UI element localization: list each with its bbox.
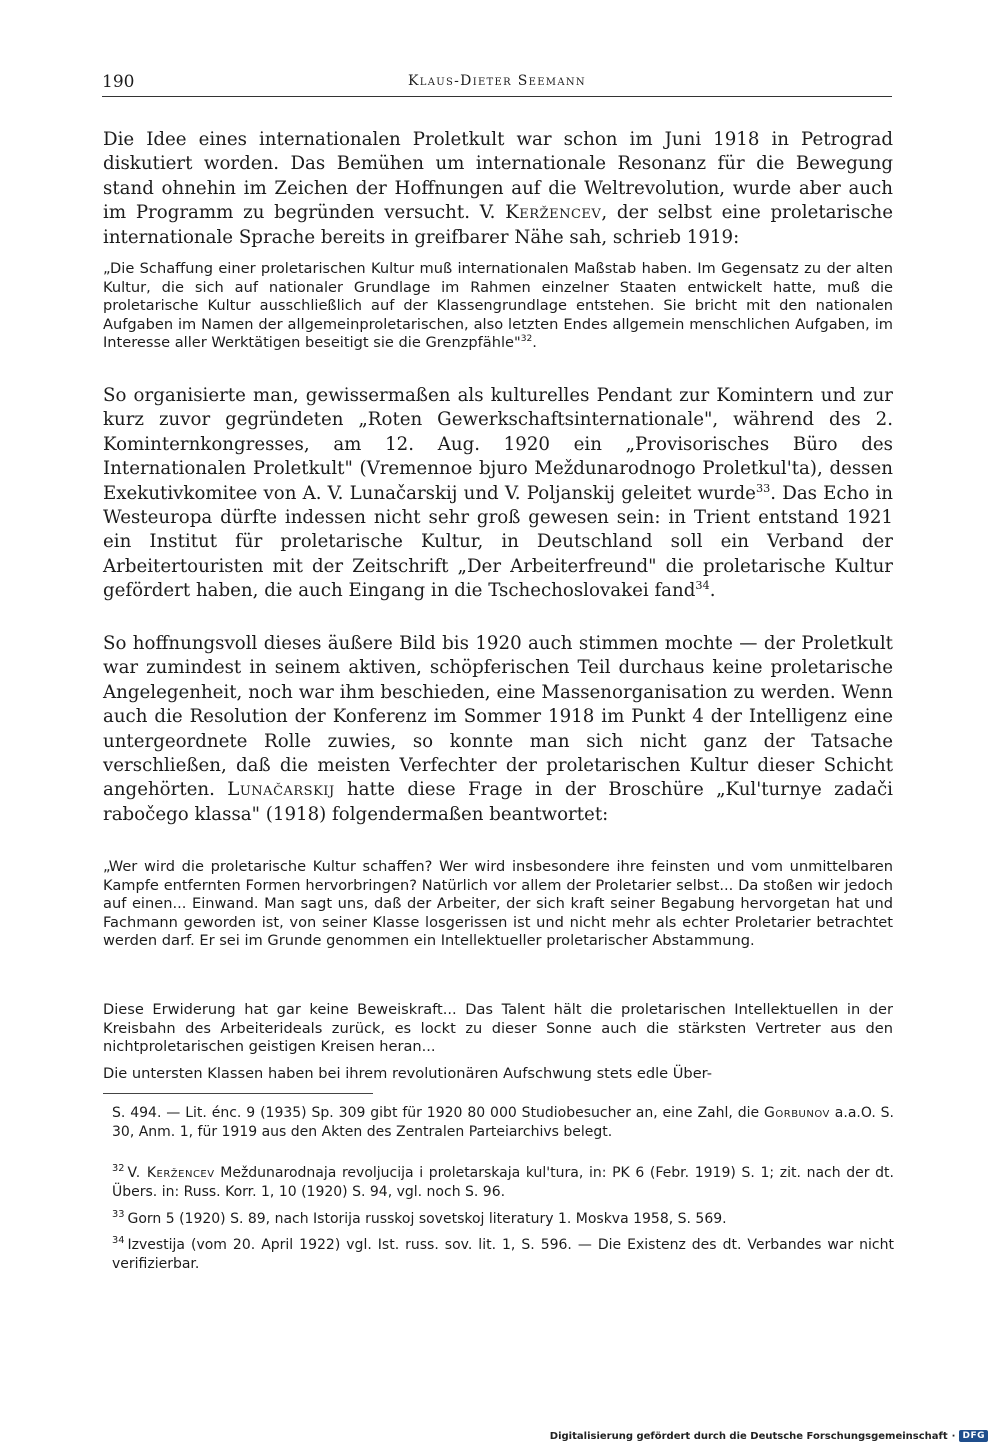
digitization-credit: Digitalisierung gefördert durch die Deutsche Forschungsgemeinschaft · DFG	[550, 1428, 988, 1444]
footnote-32: $^{32}$ V. Keržencev Meždunarodnaja revoljucija i proletarskaja kul'tura, in: PK 6 (Febr. 1919) S. 1; zit. nach der dt. Übers. in: Russ. Korr. 1, 10 (1920) S. 94, vgl. noch S. 96.	[112, 1163, 894, 1200]
footnote-ref: 34	[695, 579, 710, 593]
footnote-divider	[103, 1093, 373, 1094]
dfg-logo: DFG	[959, 1430, 988, 1442]
page-number: 190	[102, 72, 135, 92]
quote-lunacarskij-3: Die untersten Klassen haben bei ihrem revolutionären Aufschwung stets edle Über-	[103, 1065, 713, 1082]
author-name: Keržencev	[505, 202, 602, 224]
author-name: Lunačarskij	[227, 779, 335, 801]
footnote-34: $^{34}$ Izvestija (vom 20. April 1922) vgl. Ist. russ. sov. lit. 1, S. 596. — Die Existenz des dt. Verbandes war nicht verifizierbar.	[112, 1235, 894, 1272]
quote-lunacarskij-1: „Wer wird die proletarische Kultur schaffen? Wer wird insbesondere ihre feinsten und vom unmittelbaren Kampfe entfernten Formen hervorbringen? Natürlich vor allem der Proletarier selbst... Da stoßen wir jedoch auf einen... Einwand. Man sagt uns, daß der Arbeiter, der sich kraft seiner Begabung hervorgetan hat und Fachmann geworden ist, von seiner Klasse losgerissen ist und nicht mehr als echter Proletarier betrachtet werden darf. Er sei im Grunde genommen ein Intellektueller proletarischer Abstammung.	[103, 858, 893, 950]
footnote-ref: 32	[520, 334, 533, 345]
footnote-33: $^{33}$ Gorn 5 (1920) S. 89, nach Istorija russkoj sovetskoj literatury 1. Moskva 1958, S. 569.	[112, 1209, 727, 1227]
quote-kerzencev: „Die Schaffung einer proletarischen Kultur muß internationalen Maßstab haben. Im Gegensatz zu der alten Kultur, die sich auf nationaler Grundlage im Rahmen einzelner Staaten entwickelt hatte, muß die proletarische Kultur ausschließlich auf der Klassengrundlage entstehen. Sie bricht mit den nationalen Aufgaben im Namen der allgemeinproletarischen, also letzten Endes allgemein menschlichen Aufgaben, im Interesse aller Werktätigen beseitigt sie die Grenzpfähle"$^{32}$.	[103, 260, 893, 352]
page-header	[102, 72, 892, 97]
paragraph-1: Die Idee eines internationalen Proletkult war schon im Juni 1918 in Petrograd diskutiert worden. Das Bemühen um internationale Resonanz für die Bewegung stand ohnehin im Zeichen der Hoffnungen auf die Weltrevolution, wurde aber auch im Programm zu begründen versucht. V. Keržencev, der selbst eine proletarische internationale Sprache bereits in greifbarer Nähe sah, schrieb 1919:	[103, 129, 893, 248]
paragraph-3: So hoffnungsvoll dieses äußere Bild bis 1920 auch stimmen mochte — der Proletkult war zumindest in seinem aktiven, schöpferischen Teil durchaus keine proletarische Angelegenheit, noch war ihm beschieden, eine Massenorganisation zu werden. Wenn auch die Resolution der Konferenz im Sommer 1918 im Punkt 4 der Intelligenz eine untergeordnete Rolle zuwies, so konnte man sich nicht ganz der Tatsache verschließen, daß die meisten Verfechter der proletarischen Kultur dieser Schicht angehörten. Lunačarskij hatte diese Frage in der Broschüre „Kul'turnye zadači rabočego klassa" (1918) folgendermaßen beantwortet:	[103, 633, 893, 825]
quote-lunacarskij-2: Diese Erwiderung hat gar keine Beweiskraft... Das Talent hält die proletarischen Intellektuellen in der Kreisbahn des Arbeiterideals zurück, es lockt zu dieser Sonne auch die stärksten Vertreter aus den nichtproletarischen geistigen Kreisen heran...	[103, 1001, 893, 1056]
footnote-continued: S. 494. — Lit. énc. 9 (1935) Sp. 309 gibt für 1920 80 000 Studiobesucher an, eine Zahl, die Gorbunov a.a.O. S. 30, Anm. 1, für 1919 aus den Akten des Zentralen Parteiarchivs belegt.	[112, 1105, 895, 1140]
footnote-ref: 33	[755, 481, 771, 495]
paragraph-2: So organisierte man, gewissermaßen als kulturelles Pendant zur Komintern und zur kurz zuvor gegründeten „Roten Gewerkschaftsinternationale", während des 2. Kominternkongresses, am 12. Aug. 1920 ein „Provisorisches Büro des Internationalen Proletkult" (Vremennoe bjuro Meždunarodnogo Proletkul'ta), dessen Exekutivkomitee von A. V. Lunačarskij und V. Poljanskij geleitet wurde$^{33}$. Das Echo in Westeuropa dürfte indessen nicht sehr groß gewesen sein: in Trient entstand 1921 ein Institut für proletarische Kultur, in Deutschland soll ein Verband der Arbeitertouristen mit der Zeitschrift „Der Arbeiterfreund" die proletarische Kultur gefördert haben, die auch Eingang in die Tschechoslovakei fand$^{34}$.	[103, 385, 893, 602]
running-title: Klaus-Dieter Seemann	[408, 73, 586, 89]
